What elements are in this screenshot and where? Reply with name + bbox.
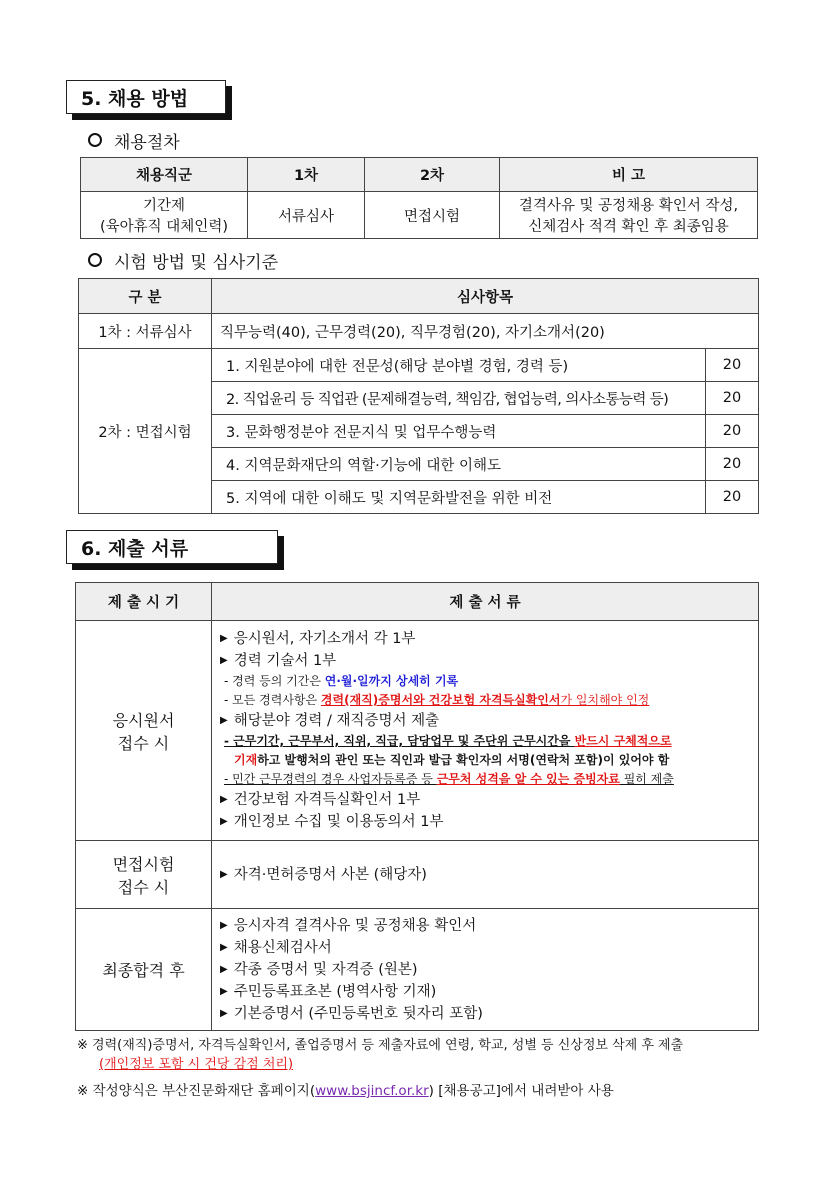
apply-note-4: [220, 770, 758, 789]
interview-items-cell: [212, 841, 759, 909]
final-item-5-text: 기본증명서 (주민등록번호 뒷자리 포함): [233, 1005, 483, 1022]
criteria-header-category: 구 분: [79, 279, 212, 314]
apply-note-3: [220, 732, 758, 751]
sub-heading-process: [88, 128, 180, 153]
triangle-bullet-icon: ▶: [220, 941, 228, 953]
final-item-4: [220, 981, 758, 1003]
criteria-score-2: 20: [706, 382, 759, 415]
triangle-bullet-icon: ▶: [220, 715, 228, 726]
footnote-forms: [77, 1082, 614, 1101]
documents-table: [75, 582, 759, 1031]
interview-item-1-text: 자격·면허증명서 사본 (해당자): [233, 866, 427, 883]
process-first-cell: 서류심사: [248, 192, 365, 239]
footnote-forms-a: ※ 작성양식은 부산진문화재단 홈페이지(: [77, 1083, 316, 1099]
process-job-line1: 기간제: [142, 198, 186, 214]
interview-label-line1: 면접시험: [112, 854, 175, 874]
apply-label-cell: [76, 621, 212, 841]
final-item-3-text: 각종 증명서 및 자격증 (원본): [233, 961, 418, 978]
criteria-score-1: 20: [706, 349, 759, 382]
process-note-cell: [500, 192, 758, 239]
apply-note-3-b: 반드시 구체적으로: [574, 734, 672, 748]
section-6-heading: [66, 530, 278, 564]
process-header-first: 1차: [248, 158, 365, 192]
apply-item-2-text: 경력 기술서 1부: [233, 653, 337, 669]
final-item-5: [220, 1003, 758, 1025]
apply-note-4-b: 근무처 성격을 알 수 있는 증빙자료: [436, 772, 620, 786]
apply-note-2-c: 가 일치해야 인정: [560, 693, 650, 707]
triangle-bullet-icon: ▶: [220, 919, 228, 931]
apply-item-4-text: 건강보험 자격득실확인서 1부: [233, 792, 421, 808]
final-item-1-text: 응시자격 결격사유 및 공정채용 확인서: [233, 917, 477, 934]
triangle-bullet-icon: ▶: [220, 794, 228, 805]
criteria-doc-items: 직무능력(40), 근무경력(20), 직무경험(20), 자기소개서(20): [212, 314, 759, 349]
apply-note-1: [220, 672, 758, 691]
apply-note-4-c: 필히 제출: [619, 772, 674, 786]
homepage-link[interactable]: www.bsjincf.or.kr: [315, 1083, 429, 1099]
apply-item-1: [220, 628, 758, 650]
apply-note-3-cont: [220, 751, 758, 770]
process-header-second: 2차: [365, 158, 500, 192]
apply-item-5-text: 개인정보 수집 및 이용동의서 1부: [233, 814, 444, 830]
section-5-title: 5. 채용 방법: [81, 88, 189, 110]
apply-note-2: [220, 691, 758, 710]
documents-header-docs: 제 출 서 류: [212, 583, 759, 621]
process-second-cell: 면접시험: [365, 192, 500, 239]
criteria-item-2: 2. 직업윤리 등 직업관 (문제해결능력, 책임감, 협업능력, 의사소통능력 등): [212, 382, 706, 415]
criteria-score-4: 20: [706, 448, 759, 481]
apply-note-2-b: 경력(재직)증명서와 건강보험 자격득실확인서: [320, 693, 561, 707]
triangle-bullet-icon: ▶: [220, 985, 228, 997]
apply-note-3-d: 하고 발행처의 관인 또는 직인과 발급 확인자의 서명(연락처 포함)이 있어야 함: [257, 753, 670, 767]
apply-item-5: [220, 811, 758, 833]
criteria-item-1: 1. 지원분야에 대한 전문성(해당 분야별 경험, 경력 등): [212, 349, 706, 382]
apply-label-line2: 접수 시: [117, 733, 170, 753]
apply-item-4: [220, 789, 758, 811]
apply-item-2: [220, 650, 758, 672]
footnote-privacy-penalty: (개인정보 포함 시 건당 감점 처리): [99, 1057, 294, 1072]
section-5-heading: [66, 80, 226, 114]
triangle-bullet-icon: ▶: [220, 868, 228, 880]
criteria-item-5: 5. 지역에 대한 이해도 및 지역문화발전을 위한 비전: [212, 481, 706, 514]
final-item-2: [220, 937, 758, 959]
criteria-score-5: 20: [706, 481, 759, 514]
apply-note-3-c: 기재: [234, 753, 258, 767]
apply-item-3: [220, 710, 758, 732]
footnote-privacy-line1: ※ 경력(재직)증명서, 자격득실확인서, 졸업증명서 등 제출자료에 연령, 학교, 성별 등 신상정보 삭제 후 제출: [77, 1038, 684, 1053]
triangle-bullet-icon: ▶: [220, 1007, 228, 1019]
apply-item-3-text: 해당분야 경력 / 재직증명서 제출: [233, 713, 440, 729]
final-items-cell: [212, 909, 759, 1031]
footnote-forms-b: ) [채용공고]에서 내려받아 사용: [428, 1083, 614, 1099]
triangle-bullet-icon: ▶: [220, 633, 228, 644]
circle-bullet-icon: [88, 253, 102, 267]
apply-note-4-a: - 민간 근무경력의 경우 사업자등록증 등: [224, 772, 437, 786]
interview-label-cell: [76, 841, 212, 909]
process-job-line2: (육아휴직 대체인력): [100, 219, 228, 235]
sub-heading-criteria-label: 시험 방법 및 심사기준: [114, 253, 279, 273]
process-table: [80, 157, 758, 239]
criteria-table: [78, 278, 759, 514]
process-header-job: 채용직군: [81, 158, 248, 192]
apply-note-2-a: - 모든 경력사항은: [224, 693, 321, 707]
process-note-line1: 결격사유 및 공정채용 확인서 작성,: [518, 198, 739, 214]
process-job-cell: [81, 192, 248, 239]
apply-label-line1: 응시원서: [112, 710, 175, 730]
criteria-item-3: 3. 문화행정분야 전문지식 및 업무수행능력: [212, 415, 706, 448]
interview-item-1: [220, 864, 758, 886]
criteria-interview-label: 2차 : 면접시험: [79, 349, 212, 514]
apply-note-1-a: - 경력 등의 기간은: [224, 674, 325, 688]
criteria-score-3: 20: [706, 415, 759, 448]
section-6-title: 6. 제출 서류: [81, 538, 189, 560]
triangle-bullet-icon: ▶: [220, 963, 228, 975]
triangle-bullet-icon: ▶: [220, 816, 228, 827]
process-header-note: 비 고: [500, 158, 758, 192]
sub-heading-criteria: [88, 248, 278, 273]
apply-note-1-b: 연·월·일까지 상세히 기록: [324, 674, 459, 688]
footnote-privacy-line2: [77, 1055, 683, 1074]
documents-header-timing: 제 출 시 기: [76, 583, 212, 621]
apply-items-cell: [212, 621, 759, 841]
footnote-privacy: [77, 1036, 683, 1074]
apply-item-1-text: 응시원서, 자기소개서 각 1부: [233, 631, 416, 647]
sub-heading-process-label: 채용절차: [114, 133, 180, 153]
final-item-1: [220, 915, 758, 937]
triangle-bullet-icon: ▶: [220, 655, 228, 666]
circle-bullet-icon: [88, 133, 102, 147]
final-item-4-text: 주민등록표초본 (병역사항 기재): [233, 983, 437, 1000]
final-item-2-text: 채용신체검사서: [233, 939, 332, 956]
criteria-header-items: 심사항목: [212, 279, 759, 314]
criteria-doc-label: 1차 : 서류심사: [79, 314, 212, 349]
interview-label-line2: 접수 시: [117, 877, 170, 897]
criteria-item-4: 4. 지역문화재단의 역할·기능에 대한 이해도: [212, 448, 706, 481]
process-note-line2: 신체검사 적격 확인 후 최종임용: [528, 219, 729, 235]
final-item-3: [220, 959, 758, 981]
apply-note-3-a: - 근무기간, 근무부서, 직위, 직급, 담당업무 및 주단위 근무시간을: [224, 734, 575, 748]
final-label-cell: 최종합격 후: [76, 909, 212, 1031]
